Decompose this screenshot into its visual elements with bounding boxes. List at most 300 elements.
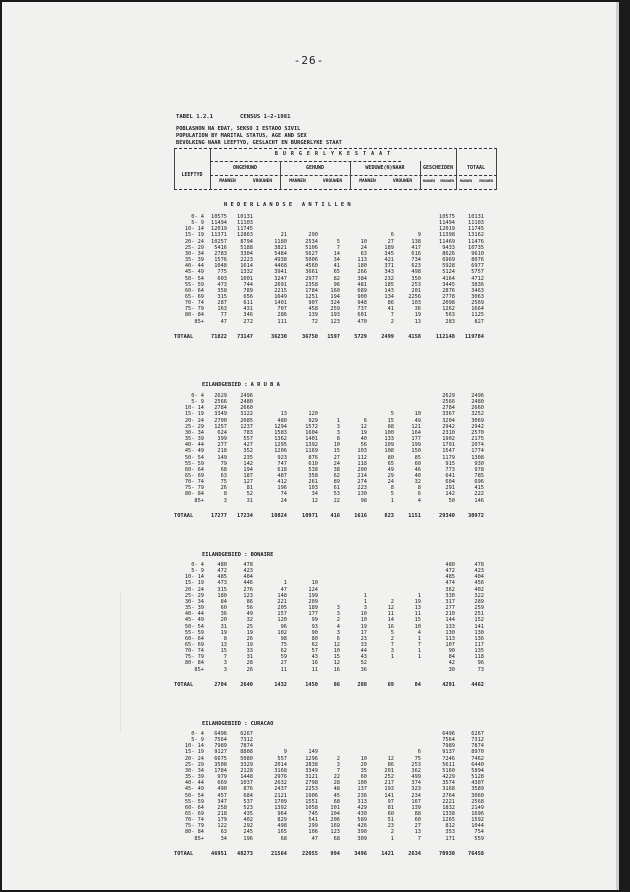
cell-value: 358 xyxy=(217,287,227,294)
cell-value: 4 xyxy=(417,629,421,636)
cell-value: 498 xyxy=(277,823,287,830)
cell-value: 1151 xyxy=(408,512,421,519)
cell-value: 200 xyxy=(357,466,367,473)
cell-value: 1432 xyxy=(274,681,287,688)
cell-value: 315 xyxy=(217,293,227,300)
cell-value: 235 xyxy=(243,454,253,461)
cell-value: 404 xyxy=(243,574,253,581)
cell-value: 7 xyxy=(336,244,340,251)
cell-value: 62 xyxy=(333,472,340,479)
cell-value: 5757 xyxy=(471,269,484,276)
cell-value: 7989 xyxy=(214,743,227,750)
cell-value: 9137 xyxy=(442,749,455,756)
cell-value: 490 xyxy=(217,786,227,793)
cell-value: 12 xyxy=(311,497,318,504)
age-label: 0- 4 xyxy=(191,393,204,399)
cell-value: 696 xyxy=(474,479,484,486)
cell-value: 164 xyxy=(411,429,421,436)
cell-value: 16 xyxy=(311,660,318,667)
cell-value: 90 xyxy=(448,648,455,655)
cell-value: 429 xyxy=(357,804,367,811)
cell-value: 964 xyxy=(277,810,287,817)
cell-value: 3 xyxy=(363,605,367,612)
cell-value: 291 xyxy=(445,485,455,492)
age-label: 55- 59 xyxy=(184,460,204,467)
age-label: 85+ xyxy=(194,318,204,325)
cell-value: 315 xyxy=(217,586,227,593)
cell-value: 1902 xyxy=(442,436,455,443)
cell-value: 258 xyxy=(217,804,227,811)
cell-value: 2496 xyxy=(471,393,484,399)
cell-value: 119784 xyxy=(464,333,484,340)
cell-value: 2634 xyxy=(408,850,421,857)
cell-value: 7874 xyxy=(240,743,253,750)
age-label: 80- 84 xyxy=(184,491,204,498)
cell-value: 7564 xyxy=(442,737,455,744)
cell-value: 214 xyxy=(357,472,367,479)
cell-value: 10824 xyxy=(271,512,287,519)
cell-value: 11103 xyxy=(468,220,484,227)
cell-value: 10 xyxy=(333,442,340,449)
cell-value: 118 xyxy=(474,654,484,661)
cell-value: 59 xyxy=(280,654,287,661)
cell-value: 11494 xyxy=(211,220,227,227)
cell-value: 421 xyxy=(384,257,394,264)
cell-value: 7874 xyxy=(471,743,484,750)
cell-value: 8 xyxy=(417,485,421,492)
cell-value: 352 xyxy=(243,448,253,455)
cell-value: 948 xyxy=(357,300,367,307)
age-label: 10- 14 xyxy=(184,226,204,233)
cell-value: 1597 xyxy=(327,333,340,340)
cell-value: 15 xyxy=(333,654,340,661)
cell-value: 96 xyxy=(333,281,340,288)
cell-value: 5729 xyxy=(354,333,367,340)
cell-value: 15 xyxy=(387,417,394,424)
age-label: 20- 24 xyxy=(184,238,204,245)
cell-value: 24 xyxy=(333,460,340,467)
cell-value: 10 xyxy=(414,411,421,418)
age-label: 20- 24 xyxy=(184,417,204,424)
cell-value: 43 xyxy=(360,654,367,661)
cell-value: 45 xyxy=(333,792,340,799)
cell-value: 8 xyxy=(390,485,394,492)
table-header xyxy=(174,148,497,190)
cell-value: 11 xyxy=(387,611,394,618)
age-label: 45- 49 xyxy=(184,448,204,455)
cell-value: 1401 xyxy=(274,300,287,307)
cell-value: 430 xyxy=(357,810,367,817)
cell-value: 1332 xyxy=(240,269,253,276)
age-label: 75- 79 xyxy=(184,823,204,830)
cell-value: 52 xyxy=(360,660,367,667)
cell-value: 823 xyxy=(384,512,394,519)
age-label: 0- 4 xyxy=(191,214,204,220)
age-label: 25- 29 xyxy=(184,423,204,430)
cell-value: 2660 xyxy=(471,405,484,412)
cell-value: 167 xyxy=(411,798,421,805)
total-row xyxy=(174,513,514,520)
age-label: 15- 19 xyxy=(184,232,204,239)
cell-value: 789 xyxy=(243,287,253,294)
cell-value: 478 xyxy=(243,562,253,568)
cell-value: 2568 xyxy=(471,798,484,805)
cell-value: 141 xyxy=(474,623,484,630)
age-label: 5- 9 xyxy=(191,399,204,406)
cell-value: 563 xyxy=(445,312,455,319)
cell-value: 3247 xyxy=(274,275,287,282)
cell-value: 3821 xyxy=(274,244,287,251)
cell-value: 26 xyxy=(246,666,253,673)
cell-value: 23 xyxy=(387,823,394,830)
cell-value: 478 xyxy=(474,562,484,568)
cell-value: 11745 xyxy=(468,226,484,233)
age-label: 65- 69 xyxy=(184,810,204,817)
cell-value: 9127 xyxy=(214,749,227,756)
age-label: 50- 54 xyxy=(184,275,204,282)
cell-value: 36750 xyxy=(302,333,318,340)
cell-value: 11398 xyxy=(439,232,455,239)
cell-value: 138 xyxy=(411,238,421,245)
header-sex-row xyxy=(210,179,496,187)
cell-value: 196 xyxy=(277,485,287,492)
cell-value: 60 xyxy=(387,810,394,817)
age-label: 0- 4 xyxy=(191,731,204,737)
cell-value: 19 xyxy=(246,641,253,648)
age-label: 5- 9 xyxy=(191,220,204,227)
cell-value: 604 xyxy=(445,479,455,486)
cell-value: 317 xyxy=(445,598,455,605)
cell-value: 2253 xyxy=(305,786,318,793)
cell-value: 49 xyxy=(387,466,394,473)
cell-value: 34 xyxy=(333,257,340,264)
cell-value: 423 xyxy=(474,568,484,575)
age-label: 80- 84 xyxy=(184,829,204,836)
age-label: 80- 84 xyxy=(184,660,204,667)
cell-value: 669 xyxy=(217,780,227,787)
cell-value: 171 xyxy=(445,835,455,842)
cell-value: 470 xyxy=(357,318,367,325)
age-label: 35- 39 xyxy=(184,257,204,264)
cell-value: 41 xyxy=(333,263,340,270)
cell-value: 142 xyxy=(445,491,455,498)
cell-value: 978 xyxy=(474,466,484,473)
cell-value: 289 xyxy=(474,598,484,605)
cell-value: 656 xyxy=(243,293,253,300)
cell-value: 76458 xyxy=(468,850,484,857)
cell-value: 68 xyxy=(220,466,227,473)
cell-value: 85 xyxy=(414,454,421,461)
cell-value: 6675 xyxy=(214,755,227,762)
cell-value: 9610 xyxy=(471,250,484,257)
cell-value: 38 xyxy=(333,466,340,473)
cell-value: 99 xyxy=(311,617,318,624)
cell-value: 81 xyxy=(246,485,253,492)
age-label: 60- 64 xyxy=(184,466,204,473)
cell-value: 36 xyxy=(414,306,421,313)
cell-value: 929 xyxy=(308,417,318,424)
cell-value: 2175 xyxy=(471,436,484,443)
cell-value: 17277 xyxy=(211,512,227,519)
cell-value: 541 xyxy=(308,817,318,824)
cell-value: 5 xyxy=(390,411,394,418)
cell-value: 29340 xyxy=(439,512,455,519)
cell-value: 12 xyxy=(333,660,340,667)
cell-value: 11103 xyxy=(237,220,253,227)
header-burgerlyke-staat: B U R G E R L Y K E S T A A T xyxy=(274,151,392,157)
cell-value: 6 xyxy=(363,417,367,424)
cell-value: 93 xyxy=(311,623,318,630)
cell-value: 4468 xyxy=(274,263,287,270)
cell-value: 34 xyxy=(311,491,318,498)
cell-value: 101 xyxy=(330,804,340,811)
cell-value: 80 xyxy=(311,635,318,642)
age-label: TOTAAL xyxy=(174,512,194,519)
cell-value: 89 xyxy=(333,479,340,486)
header-vrouwen: VROUWEN xyxy=(252,179,273,184)
cell-value: 9433 xyxy=(442,244,455,251)
cell-value: 876 xyxy=(243,786,253,793)
cell-value: 3063 xyxy=(471,293,484,300)
age-label: 40- 44 xyxy=(184,442,204,449)
cell-value: 1308 xyxy=(471,454,484,461)
cell-value: 2942 xyxy=(471,423,484,430)
cell-value: 232 xyxy=(384,275,394,282)
cell-value: 537 xyxy=(243,798,253,805)
cell-value: 61 xyxy=(333,485,340,492)
table-row xyxy=(174,498,514,505)
cell-value: 3 xyxy=(390,648,394,655)
cell-value: 69 xyxy=(387,681,394,688)
cell-value: 7 xyxy=(417,641,421,648)
cell-value: 457 xyxy=(217,792,227,799)
cell-value: 13 xyxy=(414,605,421,612)
cell-value: 616 xyxy=(411,250,421,257)
cell-value: 3304 xyxy=(240,250,253,257)
cell-value: 1262 xyxy=(442,306,455,313)
cell-value: 1392 xyxy=(305,442,318,449)
cell-value: 19 xyxy=(360,429,367,436)
cell-value: 117 xyxy=(474,641,484,648)
cell-value: 47 xyxy=(311,835,318,842)
cell-value: 144 xyxy=(445,617,455,624)
cell-value: 499 xyxy=(411,774,421,781)
cell-value: 113 xyxy=(357,257,367,264)
cell-value: 163 xyxy=(217,306,227,313)
cell-value: 10971 xyxy=(302,512,318,519)
cell-value: 785 xyxy=(474,472,484,479)
cell-value: 33 xyxy=(360,641,367,648)
cell-value: 2 xyxy=(336,755,340,762)
cell-value: 915 xyxy=(445,460,455,467)
cell-value: 7564 xyxy=(214,737,227,744)
cell-value: 30 xyxy=(448,666,455,673)
cell-value: 10131 xyxy=(468,214,484,220)
cell-value: 1906 xyxy=(305,792,318,799)
age-label: 55- 59 xyxy=(184,629,204,636)
cell-value: 27 xyxy=(333,454,340,461)
cell-value: 287 xyxy=(217,300,227,307)
cell-value: 63 xyxy=(360,250,367,257)
age-label: 10- 14 xyxy=(184,405,204,412)
cell-value: 3 xyxy=(336,605,340,612)
cell-value: 218 xyxy=(217,448,227,455)
cell-value: 2700 xyxy=(214,417,227,424)
cell-value: 107 xyxy=(445,641,455,648)
cell-value: 88 xyxy=(387,423,394,430)
cell-value: 7312 xyxy=(240,737,253,744)
cell-value: 21564 xyxy=(271,850,287,857)
cell-value: 180 xyxy=(217,592,227,599)
cell-value: 139 xyxy=(308,312,318,319)
cell-value: 11 xyxy=(280,666,287,673)
cell-value: 88 xyxy=(414,810,421,817)
age-label: 70- 74 xyxy=(184,479,204,486)
cell-value: 7 xyxy=(223,654,227,661)
cell-value: 3445 xyxy=(442,281,455,288)
cell-value: 122 xyxy=(217,823,227,830)
header-vrouwen: VROUWEN xyxy=(392,179,413,184)
cell-value: 201 xyxy=(384,767,394,774)
cell-value: 1616 xyxy=(354,512,367,519)
cell-value: 277 xyxy=(445,605,455,612)
cell-value: 362 xyxy=(445,586,455,593)
cell-value: 2977 xyxy=(305,275,318,282)
cell-value: 435 xyxy=(243,810,253,817)
cell-value: 193 xyxy=(330,312,340,319)
cell-value: 3496 xyxy=(354,850,367,857)
cell-value: 345 xyxy=(384,250,394,257)
cell-value: 60 xyxy=(414,460,421,467)
cell-value: 73147 xyxy=(237,333,253,340)
cell-value: 277 xyxy=(217,442,227,449)
cell-value: 1583 xyxy=(274,429,287,436)
cell-value: 481 xyxy=(357,281,367,288)
cell-value: 31 xyxy=(220,623,227,630)
cell-value: 4938 xyxy=(274,257,287,264)
cell-value: 557 xyxy=(277,755,287,762)
age-label: 60- 64 xyxy=(184,635,204,642)
cell-value: 57 xyxy=(311,648,318,655)
cell-value: 12 xyxy=(387,755,394,762)
cell-value: 347 xyxy=(217,798,227,805)
cell-value: 68 xyxy=(280,835,287,842)
cell-value: 641 xyxy=(445,472,455,479)
age-label: 40- 44 xyxy=(184,611,204,618)
cell-value: 10 xyxy=(333,648,340,655)
cell-value: 14 xyxy=(333,250,340,257)
cell-value: 22 xyxy=(333,497,340,504)
cell-value: 412 xyxy=(277,479,287,486)
cell-value: 15 xyxy=(220,648,227,655)
cell-value: 4712 xyxy=(471,275,484,282)
cell-value: 218 xyxy=(217,810,227,817)
cell-value: 60 xyxy=(360,774,367,781)
cell-value: 2534 xyxy=(305,238,318,245)
cell-value: 24 xyxy=(280,497,287,504)
cell-value: 47 xyxy=(220,318,227,325)
cell-value: 74 xyxy=(280,491,287,498)
cell-value: 2215 xyxy=(274,287,287,294)
table-title: TABEL 1.2.1 CENSUS 1-2-1981 xyxy=(176,114,291,120)
cell-value: 2784 xyxy=(442,405,455,412)
cell-value: 1576 xyxy=(214,257,227,264)
table-row xyxy=(174,836,514,843)
cell-value: 2876 xyxy=(442,287,455,294)
cell-value: 417 xyxy=(411,244,421,251)
cell-value: 100 xyxy=(357,780,367,787)
table-row xyxy=(174,667,514,674)
cell-value: 2149 xyxy=(471,804,484,811)
cell-value: 56 xyxy=(246,605,253,612)
cell-value: 98 xyxy=(280,635,287,642)
cell-value: 5627 xyxy=(305,250,318,257)
section-title: EILANDGEBIED : CURACAO xyxy=(202,721,274,727)
cell-value: 3661 xyxy=(305,269,318,276)
subtitle-papiamentu: POBLASHON NA EDAT, SEKSO I ESTADO SIVIL xyxy=(176,126,301,132)
cell-value: 90 xyxy=(311,629,318,636)
cell-value: 46951 xyxy=(211,850,227,857)
cell-value: 206 xyxy=(330,817,340,824)
document-page xyxy=(2,2,619,890)
cell-value: 323 xyxy=(411,786,421,793)
cell-value: 538 xyxy=(308,466,318,473)
age-label: 15- 19 xyxy=(184,411,204,418)
cell-value: 5 xyxy=(336,238,340,245)
cell-value: 43 xyxy=(311,654,318,661)
subtitle-dutch: BEVOLKING NAAR LEEFTYD, GESLACHT EN BURGERLYKE STAAT xyxy=(176,140,342,146)
cell-value: 82 xyxy=(333,275,340,282)
cell-value: 2566 xyxy=(214,399,227,406)
cell-value: 80 xyxy=(387,454,394,461)
cell-value: 210 xyxy=(445,611,455,618)
cell-value: 261 xyxy=(308,479,318,486)
age-label: 60- 64 xyxy=(184,287,204,294)
header-vrouwen: VROUWEN xyxy=(439,179,455,183)
cell-value: 266 xyxy=(357,269,367,276)
cell-value: 2223 xyxy=(240,257,253,264)
cell-value: 234 xyxy=(411,792,421,799)
cell-value: 3367 xyxy=(442,411,455,418)
cell-value: 3 xyxy=(336,429,340,436)
cell-value: 3069 xyxy=(471,417,484,424)
cell-value: 775 xyxy=(217,269,227,276)
cell-value: 2 xyxy=(336,617,340,624)
cell-value: 84 xyxy=(220,598,227,605)
cell-value: 2496 xyxy=(240,393,253,399)
cell-value: 3349 xyxy=(305,767,318,774)
cell-value: 1237 xyxy=(240,423,253,430)
age-label: 25- 29 xyxy=(184,592,204,599)
cell-value: 1592 xyxy=(471,817,484,824)
cell-value: 40 xyxy=(360,436,367,443)
age-label: 30- 34 xyxy=(184,598,204,605)
cell-value: 2310 xyxy=(442,429,455,436)
cell-value: 251 xyxy=(474,611,484,618)
cell-value: 32 xyxy=(414,479,421,486)
header-mannen: MANNEN xyxy=(459,179,473,183)
cell-value: 36 xyxy=(220,611,227,618)
cell-value: 50 xyxy=(448,497,455,504)
cell-value: 3941 xyxy=(274,269,287,276)
cell-value: 77 xyxy=(220,312,227,319)
cell-value: 10735 xyxy=(468,244,484,251)
cell-value: 876 xyxy=(308,454,318,461)
cell-value: 10575 xyxy=(439,214,455,220)
cell-value: 20 xyxy=(220,617,227,624)
cell-value: 223 xyxy=(357,485,367,492)
cell-value: 84 xyxy=(414,681,421,688)
